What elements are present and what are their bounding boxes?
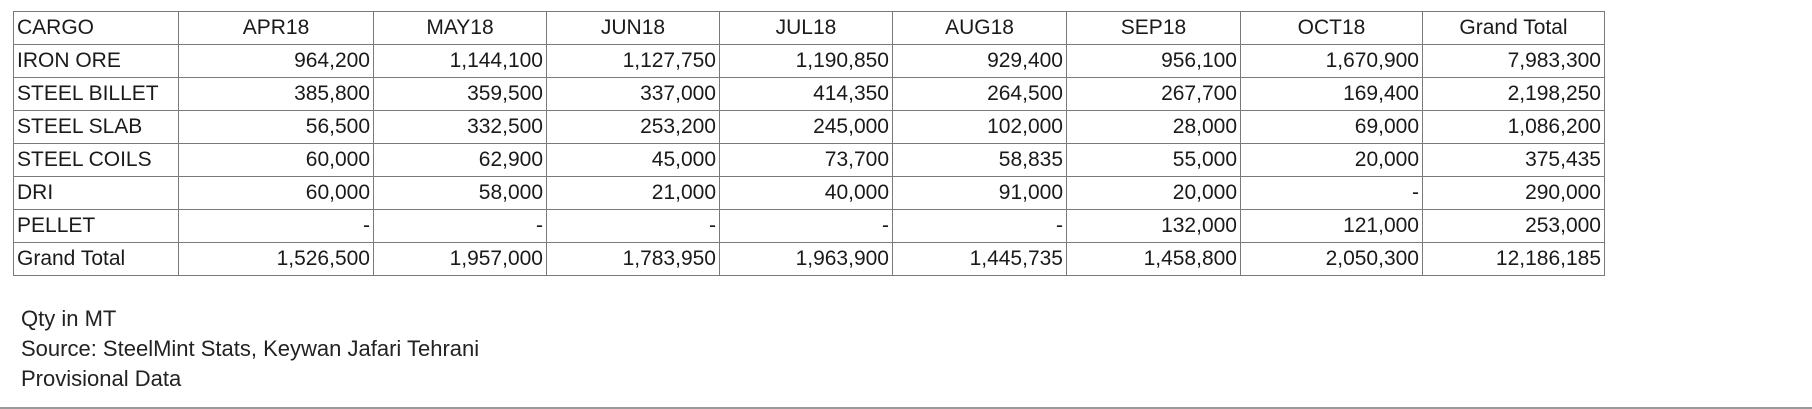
value-cell: 337,000 [547,78,720,111]
table-row [14,111,1605,144]
value-cell: - [893,210,1067,243]
source-note: Source: SteelMint Stats, Keywan Jafari Tehrani [21,336,480,361]
value-cell: 102,000 [893,111,1067,144]
value-cell: 58,000 [374,177,547,210]
table-row [14,177,1605,210]
row-label-cell: IRON ORE [14,45,179,78]
value-cell: 964,200 [179,45,374,78]
value-cell: 2,050,300 [1241,243,1423,276]
value-cell: 1,086,200 [1423,111,1605,144]
column-header: OCT18 [1241,12,1423,45]
value-cell: 73,700 [720,144,893,177]
column-header: MAY18 [374,12,547,45]
value-cell: 1,445,735 [893,243,1067,276]
value-cell: 253,200 [547,111,720,144]
value-cell: 1,783,950 [547,243,720,276]
value-cell: 290,000 [1423,177,1605,210]
value-cell: 40,000 [720,177,893,210]
column-header: AUG18 [893,12,1067,45]
value-cell: 1,127,750 [547,45,720,78]
row-label-cell: PELLET [14,210,179,243]
value-cell: 245,000 [720,111,893,144]
value-cell: 1,963,900 [720,243,893,276]
value-cell: 45,000 [547,144,720,177]
table-row [14,210,1605,243]
row-label-cell: DRI [14,177,179,210]
cargo-table-container [13,11,1605,276]
value-cell: 56,500 [179,111,374,144]
value-cell: 7,983,300 [1423,45,1605,78]
value-cell: 2,198,250 [1423,78,1605,111]
grand-total-row [14,243,1605,276]
value-cell: 1,144,100 [374,45,547,78]
value-cell: - [374,210,547,243]
value-cell: 58,835 [893,144,1067,177]
column-header: SEP18 [1067,12,1241,45]
value-cell: 956,100 [1067,45,1241,78]
column-header: Grand Total [1423,12,1605,45]
table-row [14,78,1605,111]
table-body [14,12,1605,276]
value-cell: 267,700 [1067,78,1241,111]
row-label-cell: Grand Total [14,243,179,276]
value-cell: 359,500 [374,78,547,111]
value-cell: 12,186,185 [1423,243,1605,276]
table-notes [21,304,479,394]
units-note: Qty in MT [21,306,117,331]
value-cell: 62,900 [374,144,547,177]
value-cell: 414,350 [720,78,893,111]
column-header: JUL18 [720,12,893,45]
value-cell: - [1241,177,1423,210]
value-cell: - [179,210,374,243]
column-header: CARGO [14,12,179,45]
value-cell: 264,500 [893,78,1067,111]
value-cell: 1,458,800 [1067,243,1241,276]
value-cell: 169,400 [1241,78,1423,111]
row-label-cell: STEEL SLAB [14,111,179,144]
value-cell: 121,000 [1241,210,1423,243]
value-cell: 55,000 [1067,144,1241,177]
cargo-table [13,11,1605,276]
value-cell: 28,000 [1067,111,1241,144]
row-label-cell: STEEL BILLET [14,78,179,111]
value-cell: 1,526,500 [179,243,374,276]
value-cell: 132,000 [1067,210,1241,243]
value-cell: 21,000 [547,177,720,210]
value-cell: 929,400 [893,45,1067,78]
column-header: APR18 [179,12,374,45]
value-cell: 60,000 [179,144,374,177]
value-cell: 1,957,000 [374,243,547,276]
value-cell: 253,000 [1423,210,1605,243]
value-cell: - [720,210,893,243]
value-cell: 60,000 [179,177,374,210]
value-cell: 91,000 [893,177,1067,210]
status-note: Provisional Data [21,366,182,391]
value-cell: 385,800 [179,78,374,111]
value-cell: - [547,210,720,243]
value-cell: 20,000 [1067,177,1241,210]
value-cell: 332,500 [374,111,547,144]
value-cell: 20,000 [1241,144,1423,177]
value-cell: 69,000 [1241,111,1423,144]
value-cell: 1,670,900 [1241,45,1423,78]
table-row [14,144,1605,177]
value-cell: 1,190,850 [720,45,893,78]
table-header-row [14,12,1605,45]
table-row [14,45,1605,78]
column-header: JUN18 [547,12,720,45]
value-cell: 375,435 [1423,144,1605,177]
row-label-cell: STEEL COILS [14,144,179,177]
